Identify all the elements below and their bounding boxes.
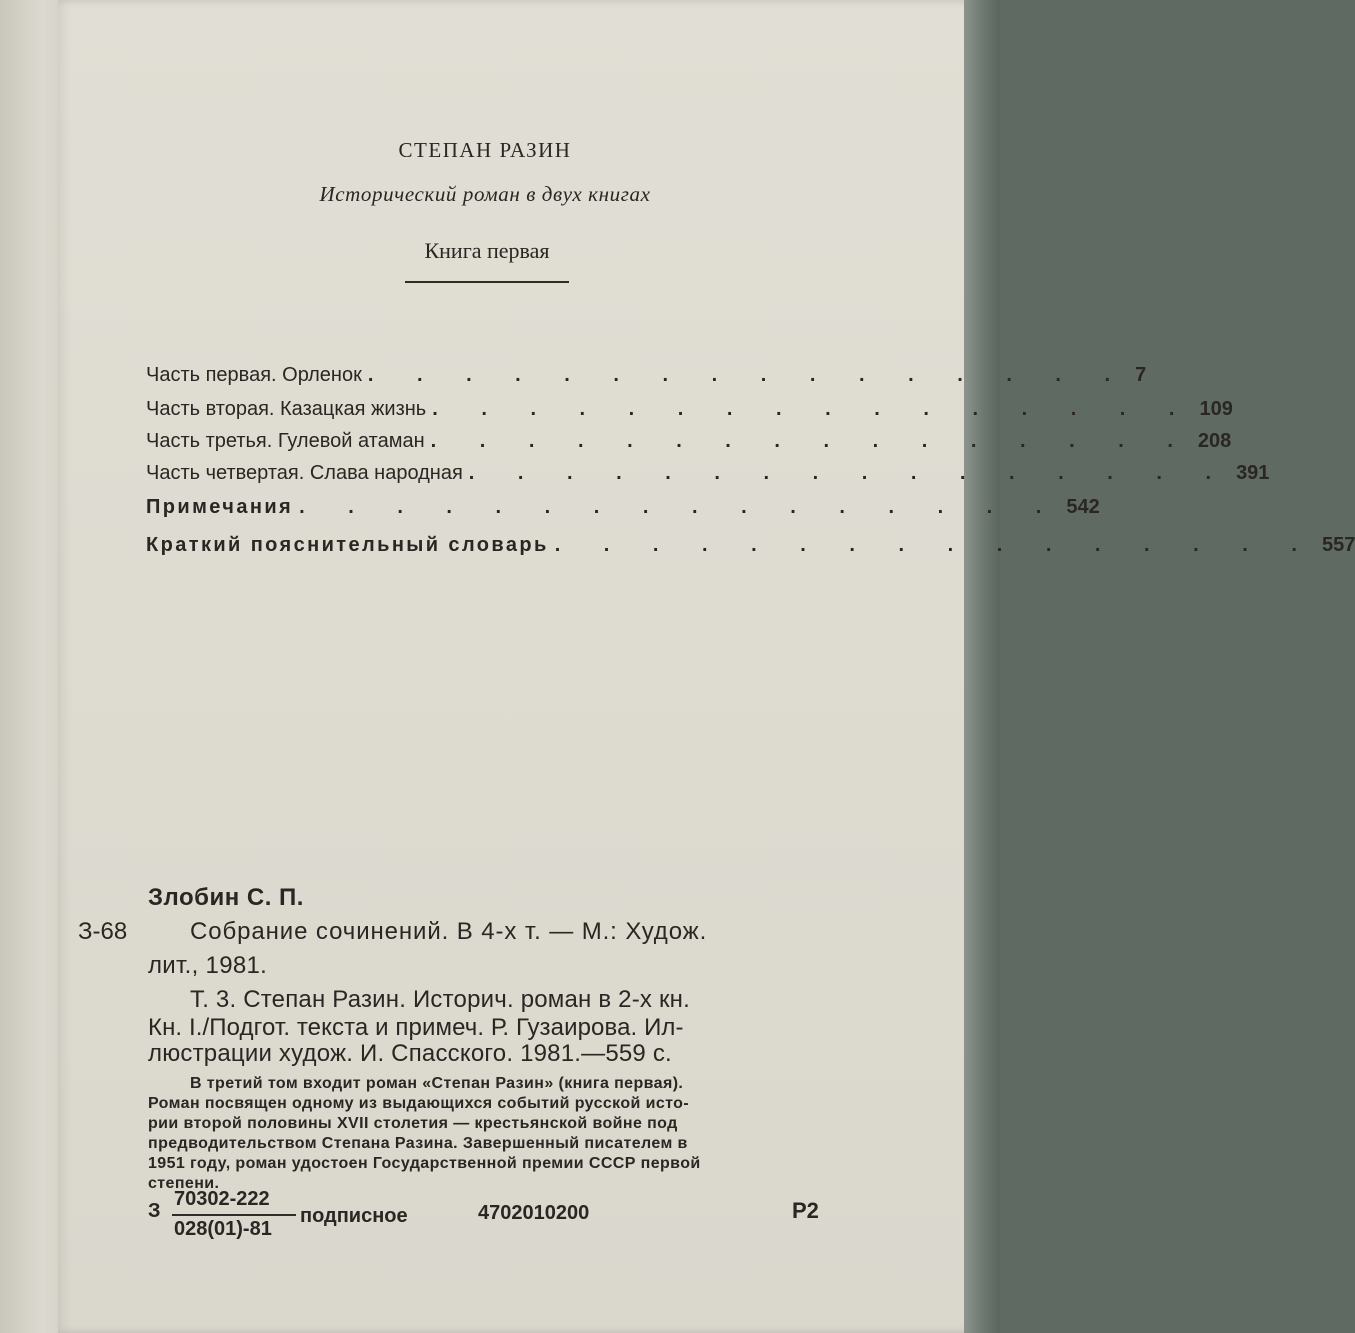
toc-entry-title: Часть вторая. Казацкая жизнь	[146, 398, 427, 420]
toc-entry-page: 557	[1321, 534, 1355, 556]
annotation-line: В третий том входит роман «Степан Разин» (книга первая).	[190, 1075, 684, 1092]
toc-entry-page: 109	[1199, 398, 1233, 420]
toc-entry-page: 391	[1236, 462, 1270, 484]
catalog-line: Т. 3. Степан Разин. Историч. роман в 2-х кн.	[190, 986, 691, 1013]
book-part-label: Книга первая	[424, 238, 550, 263]
toc-entry-title: Часть первая. Орленок	[146, 364, 362, 386]
toc-leader-dots: . . . . . . . . . . . . . . . .	[367, 364, 1130, 386]
toc-entry-title: Часть третья. Гулевой атаман	[146, 430, 425, 452]
toc-entry	[146, 364, 1147, 398]
index-fraction-line	[172, 1214, 296, 1216]
toc-entry	[146, 462, 1270, 496]
annotation-line: рии второй половины XVII столетия — крестьянской войне под	[148, 1115, 678, 1132]
catalog-line: Кн. I./Подгот. текста и примеч. Р. Гузаирова. Ил-	[148, 1014, 684, 1041]
toc-leader-dots: . . . . . . . . . . . . . . . .	[299, 496, 1061, 518]
index-denominator: 028(01)-81	[174, 1218, 272, 1240]
catalog-line: Собрание сочинений. В 4-х т. — М.: Худож.	[190, 918, 708, 945]
classification-mark: Р2	[792, 1198, 819, 1223]
index-numerator: 70302-222	[174, 1188, 270, 1210]
toc-leader-dots: . . . . . . . . . . . . . . . .	[432, 398, 1194, 420]
book-title: СТЕПАН РАЗИН	[398, 138, 572, 162]
annotation-line: Роман посвящен одному из выдающихся событий русской исто-	[148, 1095, 690, 1112]
toc-entry-title: Часть четвертая. Слава народная	[146, 462, 463, 484]
toc-leader-dots: . . . . . . . . . . . . . . . .	[468, 462, 1231, 484]
toc-entry-page: 208	[1197, 430, 1232, 452]
catalog-line: лит., 1981.	[148, 952, 268, 979]
catalog-line: люстрации худож. И. Спасского. 1981.—559 с.	[148, 1040, 672, 1067]
annotation-line: 1951 году, роман удостоен Государственной премии СССР первой	[148, 1155, 701, 1172]
index-prefix: З	[148, 1200, 161, 1222]
toc-entry-page: 542	[1066, 496, 1100, 518]
title-rule	[405, 281, 569, 283]
toc-entry	[146, 398, 1233, 432]
toc-entry-title: Краткий пояснительный словарь	[146, 534, 549, 556]
toc-leader-dots: . . . . . . . . . . . . . . . .	[554, 534, 1316, 556]
toc-entry-title: Примечания	[146, 496, 294, 518]
toc-entry	[146, 430, 1232, 464]
catalog-code: З-68	[78, 918, 128, 945]
catalog-number: 4702010200	[478, 1202, 590, 1224]
book-subtitle: Исторический роман в двух книгах	[319, 182, 651, 206]
catalog-author: Злобин С. П.	[148, 884, 304, 911]
toc-entry	[146, 496, 1100, 530]
toc-entry	[146, 534, 1355, 568]
annotation-line: предводительством Степана Разина. Завершенный писателем в	[148, 1135, 688, 1152]
annotation-line: степени.	[148, 1175, 220, 1192]
toc-leader-dots: . . . . . . . . . . . . . . . .	[430, 430, 1192, 452]
subscription-label: подписное	[300, 1205, 408, 1227]
toc-entry-page: 7	[1135, 364, 1147, 386]
